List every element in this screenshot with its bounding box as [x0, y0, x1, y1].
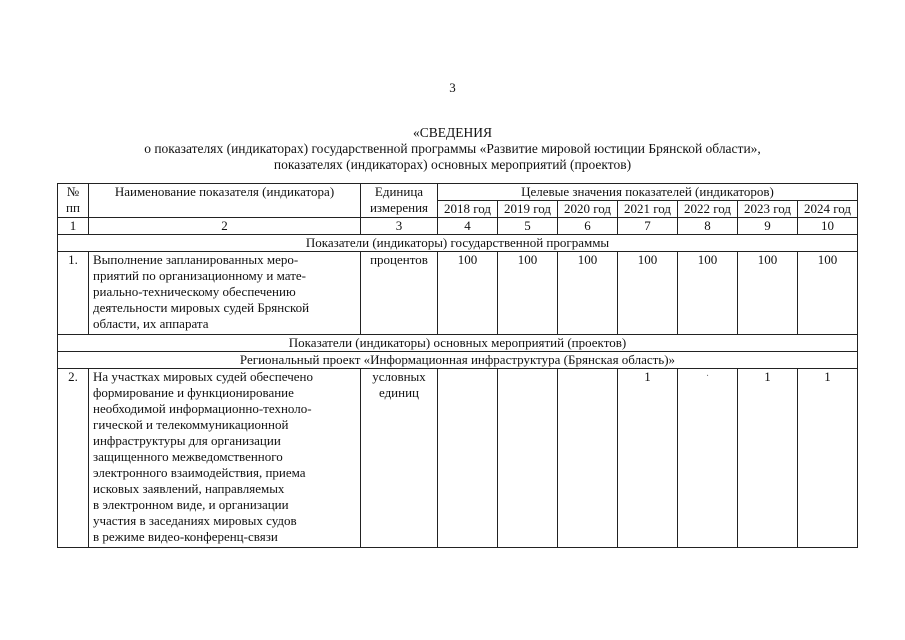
indicator-name	[89, 252, 361, 335]
indicator-name-line: необходимой информационно-техноло-	[93, 401, 312, 416]
header-unit-line1: Единица	[374, 184, 424, 199]
header-num-line1: №	[66, 184, 80, 199]
header-year: 2022 год	[678, 201, 738, 218]
column-number: 5	[498, 218, 558, 235]
header-num-cell	[58, 184, 89, 218]
column-number: 8	[678, 218, 738, 235]
subsection-row-project	[58, 352, 858, 369]
target-value: 1	[738, 369, 798, 548]
indicator-name-line: электронного взаимодействия, приема	[93, 465, 306, 480]
indicator-name	[89, 369, 361, 548]
indicator-name-line: защищенного межведомственного	[93, 449, 283, 464]
header-name-cell: Наименование показателя (индикатора)	[89, 184, 361, 218]
section-title-program: Показатели (индикаторы) государственной программы	[58, 235, 858, 252]
indicator-name-line: деятельности мировых судей Брянской	[93, 300, 310, 315]
subsection-title-project: Региональный проект «Информационная инфраструктура (Брянская область)»	[58, 352, 858, 369]
target-value: 1	[618, 369, 678, 548]
column-number: 6	[558, 218, 618, 235]
header-year: 2023 год	[738, 201, 798, 218]
target-value: 1	[798, 369, 858, 548]
header-year: 2020 год	[558, 201, 618, 218]
indicator-name-line: инфраструктуры для организации	[93, 433, 281, 448]
indicators-table	[57, 183, 858, 548]
page-number: 3	[449, 80, 456, 95]
indicator-name-line: приятий по организационному и мате-	[93, 268, 306, 283]
column-number: 4	[438, 218, 498, 235]
indicator-name-line: На участках мировых судей обеспечено	[93, 369, 313, 384]
target-value: 100	[678, 252, 738, 335]
column-number: 2	[89, 218, 361, 235]
column-number: 10	[798, 218, 858, 235]
indicator-name-line: гической и телекоммуникационной	[93, 417, 289, 432]
target-value: 100	[438, 252, 498, 335]
indicator-name-line: участия в заседаниях мировых судов	[93, 513, 297, 528]
header-year: 2018 год	[438, 201, 498, 218]
heading-title: «СВЕДЕНИЯ	[413, 125, 492, 140]
target-value: 100	[618, 252, 678, 335]
target-value: 100	[738, 252, 798, 335]
header-year: 2021 год	[618, 201, 678, 218]
document-heading	[0, 125, 905, 173]
indicator-name-line: в режиме видео-конференц-связи	[93, 529, 278, 544]
header-num-line2: пп	[66, 200, 80, 215]
column-number-row	[58, 218, 858, 235]
row-number: 2.	[58, 369, 89, 548]
header-year: 2019 год	[498, 201, 558, 218]
indicator-name-line: в электронном виде, и организации	[93, 497, 289, 512]
header-row-1	[58, 184, 858, 201]
target-value	[558, 369, 618, 548]
target-value: 100	[558, 252, 618, 335]
column-number: 9	[738, 218, 798, 235]
indicator-name-line: исковых заявлений, направляемых	[93, 481, 285, 496]
unit-of-measure	[361, 369, 438, 548]
heading-subtitle-2: показателях (индикаторах) основных мероприятий (проектов)	[273, 157, 632, 172]
section-title-activities: Показатели (индикаторы) основных мероприятий (проектов)	[58, 335, 858, 352]
table-row	[58, 369, 858, 548]
header-year: 2024 год	[798, 201, 858, 218]
section-row-program	[58, 235, 858, 252]
header-targets-cell: Целевые значения показателей (индикаторов)	[438, 184, 858, 201]
indicator-name-line: формирование и функционирование	[93, 385, 294, 400]
column-number: 1	[58, 218, 89, 235]
section-row-activities	[58, 335, 858, 352]
table-row	[58, 252, 858, 335]
target-value: 100	[498, 252, 558, 335]
indicator-name-line: области, их аппарата	[93, 316, 209, 331]
row-number: 1.	[58, 252, 89, 335]
unit-line2: единиц	[378, 385, 420, 400]
target-value	[438, 369, 498, 548]
target-value: ·	[678, 369, 738, 548]
target-value	[498, 369, 558, 548]
target-value: 100	[798, 252, 858, 335]
indicator-name-line: Выполнение запланированных меро-	[93, 252, 299, 267]
indicator-name-line: риально-техническому обеспечению	[93, 284, 296, 299]
header-unit-line2: измерения	[369, 200, 429, 215]
column-number: 7	[618, 218, 678, 235]
header-unit-cell	[361, 184, 438, 218]
unit-of-measure: процентов	[361, 252, 438, 335]
unit-line1: условных	[372, 369, 426, 384]
heading-subtitle-1: о показателях (индикаторах) государственной программы «Развитие мировой юстиции Брянской области»,	[144, 141, 761, 156]
column-number: 3	[361, 218, 438, 235]
